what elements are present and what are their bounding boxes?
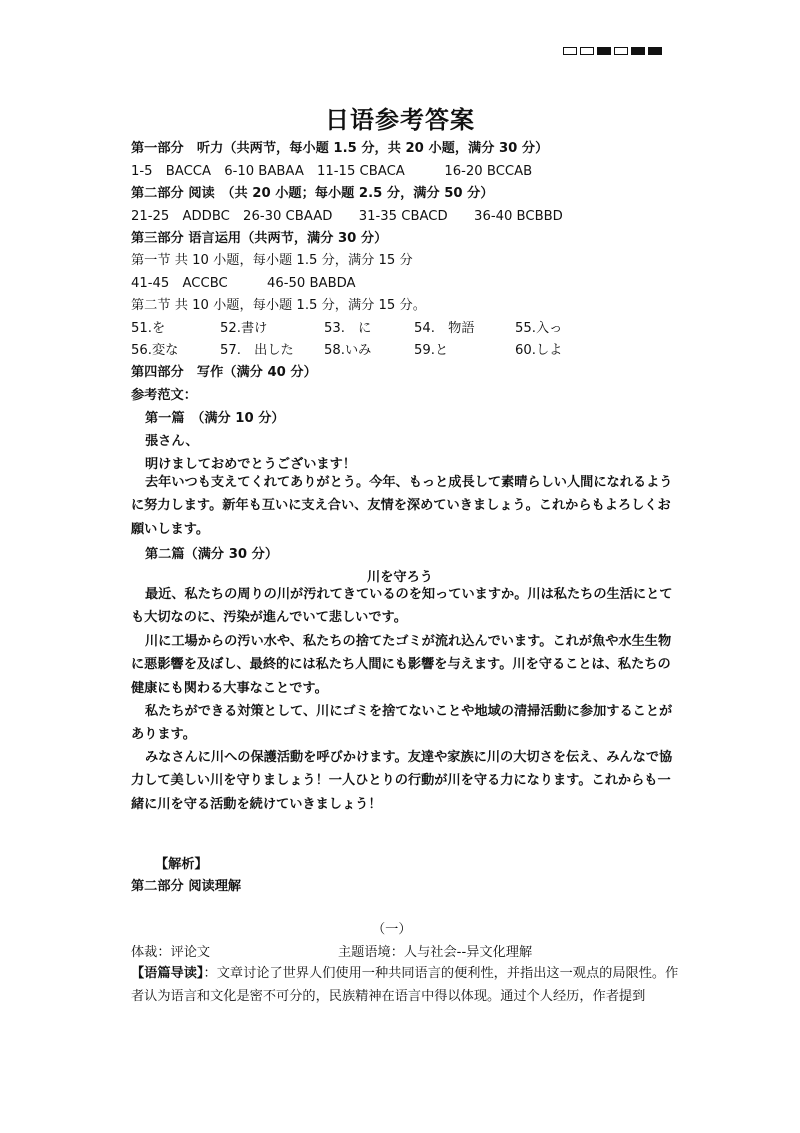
essay2-paragraph-4: みなさんに川への保護活動を呼びかけます。友達や家族に川の大切さを伝え、みんなで協力して美しい川を守りましょう！一人ひとりの行動が川を守る力になります。これからも一緒に川を守る活動を続けていきましょう！ <box>131 750 673 812</box>
answer-41-45: 41-45 ACCBC <box>131 276 228 291</box>
answer-51: 51.を <box>131 321 166 336</box>
part3-sec2: 第二节 共 10 小题，每小题 1.5 分，满分 15 分。 <box>131 298 426 313</box>
answer-56: 56.変な <box>131 343 179 358</box>
analysis-guide <box>131 962 679 1008</box>
essay2-title: 川を守ろう <box>367 570 433 585</box>
part3-heading: 第三部分 语言运用（共两节，满分 30 分） <box>131 231 388 246</box>
essay1-heading: 第一篇 （满分 10 分） <box>145 411 285 426</box>
answer-46-50: 46-50 BABDA <box>267 276 356 291</box>
analysis-genre: 体裁：评论文 <box>131 945 211 960</box>
answer-52: 52.書け <box>220 321 268 336</box>
answer-59: 59.と <box>414 343 449 358</box>
guide-text: ：文章讨论了世界人们使用一种共同语言的便利性，并指出这一观点的局限性。作者认为语言和文化是密不可分的，民族精神在语言中得以体现。通过个人经历，作者提到 <box>131 966 679 1004</box>
header-mark <box>597 47 611 55</box>
essay2-paragraph-3: 私たちができる対策として、川にゴミを捨てないことや地域の清掃活動に参加することがあります。 <box>131 704 673 743</box>
header-mark <box>631 47 645 55</box>
part1-heading: 第一部分 听力（共两节，每小题 1.5 分，共 20 小题，满分 30 分） <box>131 141 549 156</box>
part4-heading: 第四部分 写作（满分 40 分） <box>131 365 317 380</box>
part2-heading: 第二部分 阅读 （共 20 小题；每小题 2.5 分，满分 50 分） <box>131 186 494 201</box>
part2-answers: 21-25 ADDBC 26-30 CBAAD 31-35 CBACD 36-40 BCBBD <box>131 209 563 224</box>
essay1-greeting: 張さん、 <box>145 434 199 449</box>
part1-answers: 1-5 BACCA 6-10 BABAA 11-15 CBACA 16-20 BCCAB <box>131 164 533 179</box>
header-mark <box>563 47 577 55</box>
header-mark <box>580 47 594 55</box>
answer-55: 55.入っ <box>515 321 563 336</box>
answer-53: 53. に <box>324 321 372 336</box>
essay1-new-year: 明けましておめでとうございます！ <box>145 457 356 472</box>
essay1-body: 去年いつも支えてくれてありがとう。今年、もっと成長して素晴らしい人間になれるように努力します。新年も互いに支え合い、友情を深めていきましょう。これからもよろしくお願いします。 <box>131 475 673 537</box>
answer-60: 60.しよ <box>515 343 563 358</box>
answer-57: 57. 出した <box>220 343 294 358</box>
essay2-paragraph-1: 最近、私たちの周りの川が汚れてきているのを知っていますか。川は私たちの生活にとても大切なのに、汚染が進んでいて悲しいです。 <box>131 587 673 626</box>
answer-54: 54. 物語 <box>414 321 475 336</box>
header-mark <box>614 47 628 55</box>
sample-label: 参考范文： <box>131 388 197 403</box>
essay2-heading: 第二篇（满分 30 分） <box>145 547 279 562</box>
header-mark <box>648 47 662 55</box>
analysis-theme: 主题语境：人与社会--异文化理解 <box>338 945 533 960</box>
analysis-part-heading: 第二部分 阅读理解 <box>131 879 242 894</box>
guide-label: 【语篇导读】 <box>131 966 204 981</box>
page-title: 日语参考答案 <box>325 106 475 134</box>
header-marks <box>563 47 662 55</box>
analysis-section-number: （一） <box>372 922 412 937</box>
part3-sec1: 第一节 共 10 小题，每小题 1.5 分，满分 15 分 <box>131 253 413 268</box>
answer-58: 58.いみ <box>324 343 372 358</box>
analysis-label: 【解析】 <box>155 857 208 872</box>
essay2-paragraph-2: 川に工場からの汚い水や、私たちの捨てたゴミが流れ込んでいます。これが魚や水生生物に悪影響を及ぼし、最終的には私たち人間にも影響を与えます。川を守ることは、私たちの健康にも関わる大事なことです。 <box>131 634 672 696</box>
